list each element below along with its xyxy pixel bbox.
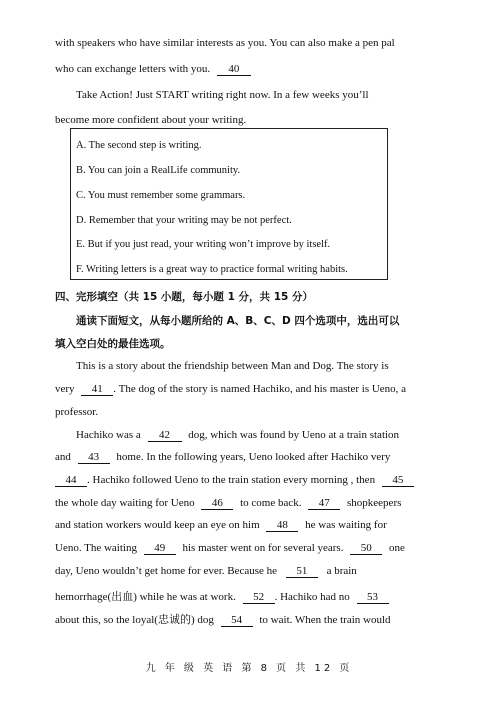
option-d: D. Remember that your writing may be not perfect. (76, 215, 292, 226)
blank-44: 44 (55, 475, 87, 487)
text: to come back. (240, 497, 302, 509)
blank-48: 48 (266, 520, 298, 532)
text: a brain (326, 565, 357, 577)
text: Ueno. The waiting (55, 542, 137, 554)
option-a: A. The second step is writing. (76, 140, 202, 151)
blank-51: 51 (286, 566, 318, 578)
text: who can exchange letters with you. (55, 63, 211, 75)
passage-line-7 (55, 497, 401, 510)
text: . The dog of the story is named Hachiko, and his master is Ueno, a (113, 383, 407, 395)
passage-line-3: professor. (55, 406, 99, 418)
text: dog, which was found by Ueno at a train station (188, 429, 400, 441)
line-intro-3: Take Action! Just START writing right now. In a few weeks you’ll (76, 89, 369, 101)
blank-43: 43 (78, 452, 110, 464)
text: Hachiko was a (76, 429, 141, 441)
passage-line-5 (55, 451, 390, 464)
blank-40: 40 (217, 64, 251, 76)
text: his master went on for several years. (182, 542, 344, 554)
passage-line-12 (55, 611, 391, 627)
passage-line-2 (55, 383, 406, 396)
blank-47: 47 (308, 498, 340, 510)
passage-line-9 (55, 542, 405, 555)
section-heading: 四、完形填空（共 15 小题，每小题 1 分，共 15 分） (55, 291, 313, 303)
option-b: B. You can join a RealLife community. (76, 165, 241, 176)
option-c: C. You must remember some grammars. (76, 190, 246, 201)
text: one (388, 542, 405, 554)
text: shopkeepers (347, 497, 402, 509)
page-footer: 九 年 级 英 语 第 8 页 共 12 页 (145, 663, 353, 674)
blank-49: 49 (144, 543, 176, 555)
passage-line-8 (55, 519, 387, 532)
line-intro-1: with speakers who have similar interests as you. You can also make a pen pal (55, 37, 395, 49)
blank-41: 41 (81, 384, 113, 396)
section-instruction-2: 填入空白处的最佳选项。 (55, 338, 171, 350)
text: home. In the following years, Ueno looked after Hachiko very (116, 451, 391, 463)
blank-46: 46 (201, 498, 233, 510)
text: and station workers would keep an eye on him (55, 519, 260, 531)
passage-line-11 (55, 588, 389, 604)
text: to wait. When the train would (259, 614, 391, 626)
passage-line-6 (55, 474, 414, 487)
text: hemorrhage(出血) while he was at work. (55, 591, 236, 603)
text: day, Ueno wouldn’t get home for ever. Because he (55, 565, 278, 577)
blank-54: 54 (221, 615, 253, 627)
blank-53: 53 (357, 592, 389, 604)
line-intro-4: become more confident about your writing. (55, 114, 247, 126)
text: . Hachiko followed Ueno to the train station every morning , then (87, 474, 376, 486)
passage-line-10 (55, 565, 357, 578)
text: he was waiting for (305, 519, 387, 531)
text: and (55, 451, 71, 463)
blank-52: 52 (243, 592, 275, 604)
section-instruction-1: 通读下面短文，从每小题所给的 A、B、C、D 四个选项中，选出可以 (76, 315, 400, 327)
text: very (55, 383, 75, 395)
option-e: E. But if you just read, your writing won’t improve by itself. (76, 239, 331, 250)
text: . Hachiko had no (274, 591, 350, 603)
passage-line-1: This is a story about the friendship between Man and Dog. The story is (76, 360, 389, 372)
blank-42: 42 (148, 430, 182, 442)
blank-45: 45 (382, 475, 414, 487)
text: about this, so the loyal(忠诚的) dog (55, 614, 214, 626)
options-box (70, 128, 388, 280)
option-f: F. Writing letters is a great way to practice formal writing habits. (76, 264, 348, 275)
blank-50: 50 (350, 543, 382, 555)
line-intro-2 (55, 63, 251, 76)
passage-line-4 (76, 429, 399, 442)
text: the whole day waiting for Ueno (55, 497, 195, 509)
